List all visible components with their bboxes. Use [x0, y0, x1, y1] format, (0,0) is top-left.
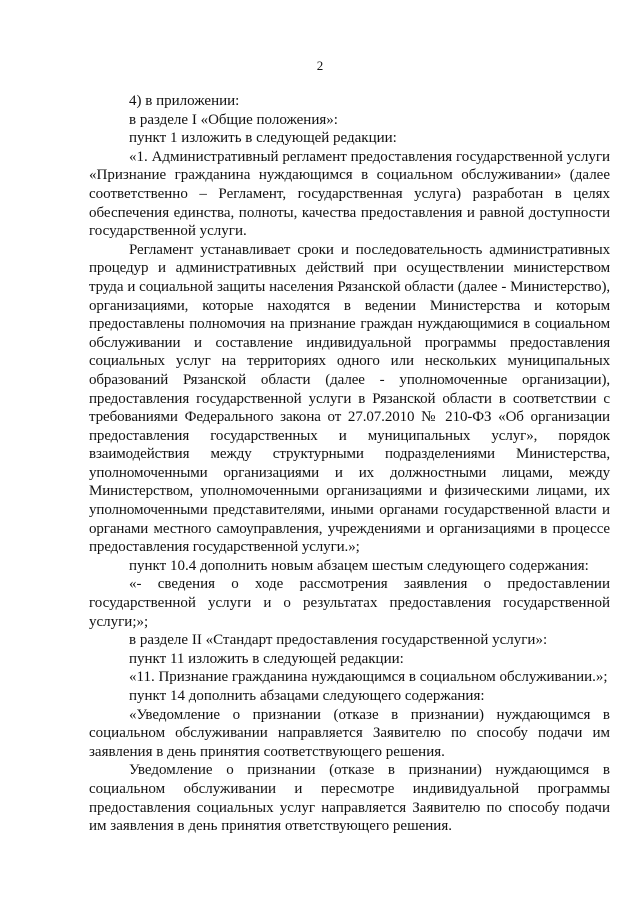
paragraph-regulation-scope: Регламент устанавливает сроки и последовательность административных процедур и административных действий при осуществлении министерством труда и социальной защиты населения Рязанской области (далее - Министерство), организациями, которые находятся в ведении Министерства и которым предоставлены полномочия на признание граждан нуждающимися в социальном обслуживании и составление индивидуальной программы предоставления социальных услуг на территориях одного или нескольких муниципальных образований Рязанской области (далее - уполномоченные организации), предоставления государственной услуги в Рязанской области в соответствии с требованиями Федерального закона от 27.07.2010 № 210-ФЗ «Об организации предоставления государственных и муниципальных услуг», порядок взаимодействия между структурными подразделениями Министерства, уполномоченными организациями и их должностными лицами, между Министерством, уполномоченными организациями и физическими лицами, их уполномоченными представителями, иными органами государственной власти и органами местного самоуправления, учреждениями и организациями в процессе предоставления государственной услуги.»; [89, 241, 610, 556]
paragraph-point-14-text-1: «Уведомление о признании (отказе в признании) нуждающимся в социальном обслуживании направляется Заявителю по способу подачи им заявления в день принятия соответствующего решения. [89, 706, 610, 760]
paragraph-point-1-instruction: пункт 1 изложить в следующей редакции: [129, 130, 397, 147]
document-body [89, 92, 610, 836]
paragraph-point-10-4-instruction: пункт 10.4 дополнить новым абзацем шестым следующего содержания: [129, 557, 589, 574]
paragraph-section-2-heading: в разделе II «Стандарт предоставления государственной услуги»: [129, 632, 548, 649]
paragraph-point-11-text: «11. Признание гражданина нуждающимся в социальном обслуживании.»; [129, 669, 608, 686]
paragraph-section-1-heading: в разделе I «Общие положения»: [129, 111, 338, 128]
paragraph-point-11-instruction: пункт 11 изложить в следующей редакции: [129, 650, 404, 667]
paragraph-point-14-text-2: Уведомление о признании (отказе в признании) нуждающимся в социальном обслуживании и пересмотре индивидуальной программы предоставления социальных услуг направляется Заявителю по способу подачи им заявления в день принятия ответствующего решения. [89, 762, 610, 835]
paragraph-point-1-text: «1. Административный регламент предоставления государственной услуги «Признание гражданина нуждающимся в социальном обслуживании» (далее соответственно – Регламент, государственная услуга) разработан в целях обеспечения единства, полноты, качества предоставления и равной доступности государственной услуги. [89, 148, 610, 240]
paragraph-point-14-instruction: пункт 14 дополнить абзацами следующего содержания: [129, 688, 485, 704]
paragraph-item-4: 4) в приложении: [129, 93, 240, 109]
page-number: 2 [316, 58, 324, 73]
paragraph-point-10-4-text: «- сведения о ходе рассмотрения заявления о предоставлении государственной услуги и о результатах предоставления государственной услуги;»; [89, 576, 610, 630]
